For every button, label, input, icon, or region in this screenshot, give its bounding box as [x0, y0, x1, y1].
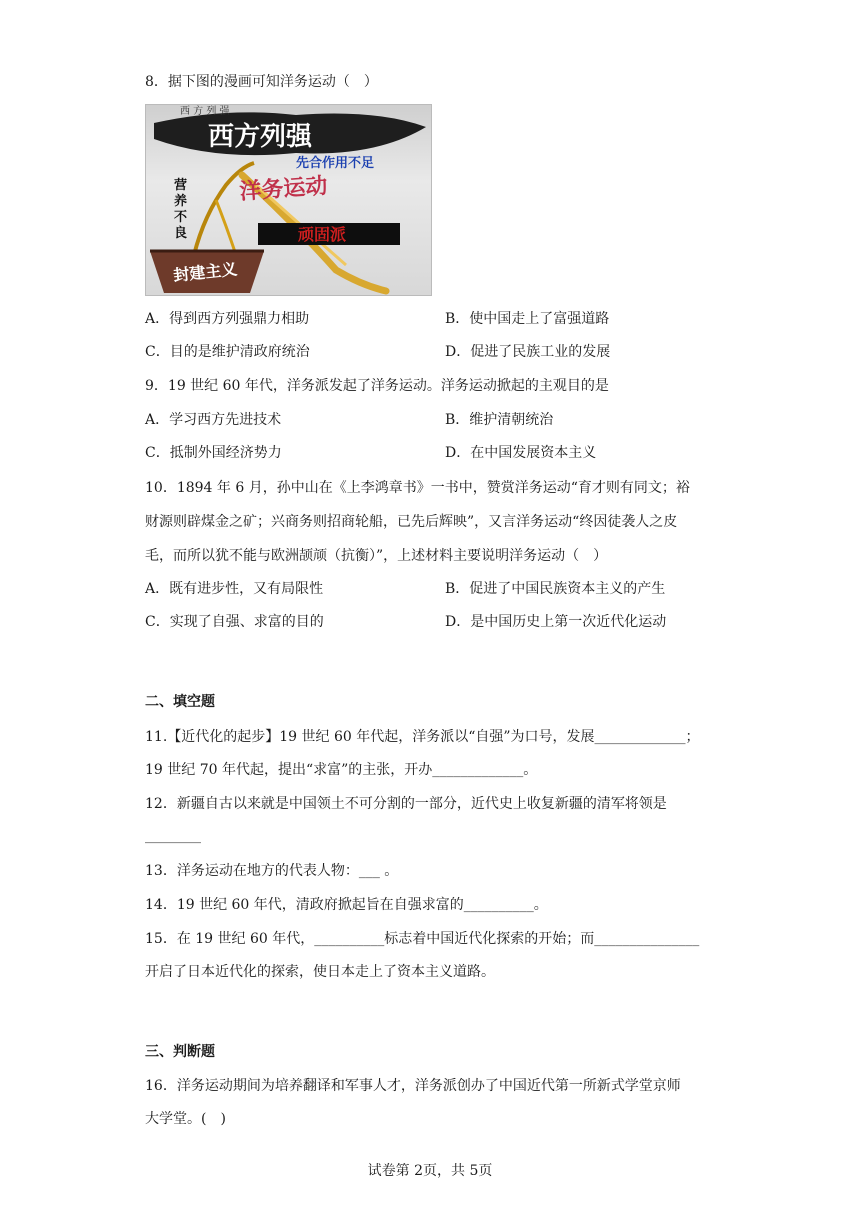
q10-option-d[interactable]: D．是中国历史上第一次近代化运动: [445, 614, 667, 630]
q8-option-d[interactable]: D．促进了民族工业的发展: [445, 344, 611, 360]
q10-line-3: 毛，而所以犹不能与欧洲颉颃（抗衡）”，上述材料主要说明洋务运动（ ）: [145, 548, 608, 564]
q16-line-1: 16．洋务运动期间为培养翻译和军事人才，洋务派创办了中国近代第一所新式学堂京师: [145, 1078, 681, 1094]
q9-option-b[interactable]: B．维护清朝统治: [445, 412, 554, 428]
cartoon-feudal-label: 封建主义: [172, 259, 239, 285]
q13-line[interactable]: 13．洋务运动在地方的代表人物：___ 。: [145, 863, 399, 879]
section-true-false-title: 三、判断题: [145, 1044, 215, 1060]
q16-line-2[interactable]: 大学堂。( ): [145, 1111, 226, 1127]
q10-option-b[interactable]: B．促进了中国民族资本主义的产生: [445, 581, 666, 597]
q9-option-a[interactable]: A．学习西方先进技术: [145, 412, 282, 428]
q8-option-c[interactable]: C．目的是维护清政府统治: [145, 344, 310, 360]
q9-option-c[interactable]: C．抵制外国经济势力: [145, 445, 282, 461]
cartoon-top-small: 西 方 列 强: [180, 106, 230, 117]
q10-line-2: 财源则辟煤金之矿；兴商务则招商轮船，已先后辉映”，又言洋务运动“终因徒袭人之皮: [145, 514, 678, 530]
cartoon-side-char-1: 营: [174, 178, 188, 193]
q8-option-b[interactable]: B．使中国走上了富强道路: [445, 311, 610, 327]
q8-option-a[interactable]: A．得到西方列强鼎力相助: [145, 311, 310, 327]
cartoon-west-label: 西方列强: [208, 122, 313, 152]
cartoon-side-char-3: 不: [174, 210, 188, 225]
q8-stem: 8．据下图的漫画可知洋务运动（ ）: [145, 74, 378, 90]
q15-line-2: 开启了日本近代化的探索，使日本走上了资本主义道路。: [145, 964, 495, 980]
cartoon-stubborn-label: 顽固派: [298, 225, 347, 244]
cartoon-movement-label: 洋务运动: [238, 173, 329, 205]
q10-line-1: 10．1894 年 6 月，孙中山在《上李鸿章书》一书中，赞赏洋务运动“育才则有同文；裕: [145, 480, 690, 496]
q11-line-1[interactable]: 11.【近代化的起步】19 世纪 60 年代起，洋务派以“自强”为口号，发展_____________；: [145, 729, 700, 745]
q14-line[interactable]: 14．19 世纪 60 年代，清政府掀起旨在自强求富的__________。: [145, 897, 548, 913]
q15-line-1[interactable]: 15．在 19 世纪 60 年代，__________标志着中国近代化探索的开始；而_______________: [145, 931, 700, 947]
q9-stem: 9．19 世纪 60 年代，洋务派发起了洋务运动。洋务运动掀起的主观目的是: [145, 378, 609, 394]
cartoon-side-char-2: 养: [174, 194, 188, 209]
cartoon-side-char-4: 良: [174, 226, 188, 241]
q12-line-1: 12．新疆自古以来就是中国领土不可分割的一部分，近代史上收复新疆的清军将领是: [145, 796, 667, 812]
q9-option-d[interactable]: D．在中国发展资本主义: [445, 445, 597, 461]
q11-line-2[interactable]: 19 世纪 70 年代起，提出“求富”的主张，开办_____________。: [145, 762, 538, 778]
page-footer: 试卷第 2页，共 5页: [367, 1163, 493, 1179]
cartoon-drawing: [146, 105, 431, 295]
q10-option-c[interactable]: C．实现了自强、求富的目的: [145, 614, 324, 630]
q10-option-a[interactable]: A．既有进步性，又有局限性: [145, 581, 324, 597]
section-fill-blank-title: 二、填空题: [145, 694, 215, 710]
cartoon-subtitle: 先合作用不足: [296, 156, 375, 171]
q12-answer-blank[interactable]: ________: [145, 828, 201, 844]
q8-cartoon-image: [145, 104, 432, 296]
